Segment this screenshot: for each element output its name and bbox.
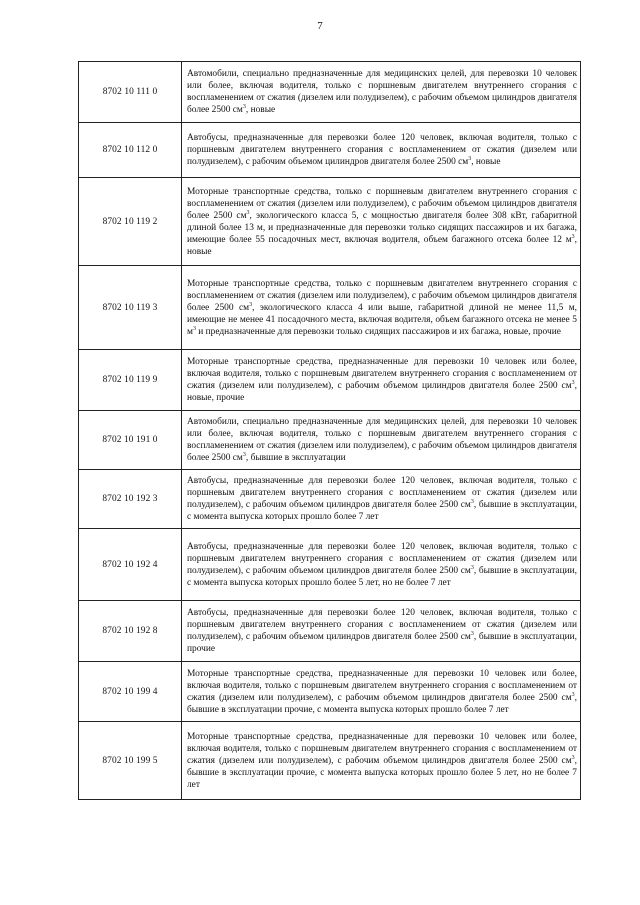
table-row [79,722,581,800]
description-text: Моторные транспортные средства, только с поршневым двигателем внутреннего сгорания с воспламенением от сжатия (дизелем или полудизелем), с рабочим объемом цилиндров двигателя более 2500 см [187,278,577,313]
superscript: 3 [571,691,575,698]
superscript: 3 [470,630,474,637]
superscript: 3 [470,564,474,571]
superscript: 3 [192,325,196,332]
tnved-code: 8702 10 112 0 [79,123,182,178]
description-text: Моторные транспортные средства, предназначенные для перевозки 10 человек или более, включая водителя, только с поршневым двигателем внутреннего сгорания с воспламенением от сжатия (дизелем или полудизелем), с рабочим объемом цилиндров двигателя более 2500 см [187,668,577,703]
table-row [79,266,581,350]
table-row [79,529,581,601]
superscript: 3 [571,379,575,386]
goods-description [182,470,581,529]
description-text: , новые [471,157,501,167]
superscript: 3 [571,233,575,240]
description-text: Автобусы, предназначенные для перевозки более 120 человек, включая водителя, только с поршневым двигателем внутреннего сгорания с воспламенением от сжатия (дизелем или полудизелем), с рабочим объемом цилиндров двигателя более 2500 см [187,608,577,642]
table-row [79,411,581,470]
tnved-code: 8702 10 119 2 [79,178,182,266]
description-text: , новые [245,105,276,115]
tnved-code: 8702 10 192 8 [79,601,182,662]
description-text: Моторные транспортные средства, только с поршневым двигателем внутреннего сгорания с воспламенением от сжатия (дизелем или полудизелем), с рабочим объемом цилиндров двигателя более 2500 см [187,186,577,221]
goods-description [182,123,581,178]
superscript: 3 [242,451,246,458]
description-text: Автомобили, специально предназначенные для медицинских целей, для перевозки 10 человек или более, включая водителя, только с поршневым двигателем внутреннего сгорания с воспламенением от сжатия (дизелем или полудизелем), с рабочим объемом цилиндров двигателя более 2500 см [187,417,577,463]
description-text: Моторные транспортные средства, предназначенные для перевозки 10 человек или более, включая водителя, только с поршневым двигателем внутреннего сгорания с воспламенением от сжатия (дизелем или полудизелем), с рабочим объемом цилиндров двигателя более 2500 см [187,731,577,766]
goods-description [182,266,581,350]
page-number: 7 [317,20,323,32]
description-text: , бывшие в эксплуатации прочие, с момента выпуска которых прошло более 7 лет [187,692,577,715]
superscript: 3 [246,209,250,216]
table-row [79,62,581,123]
tnved-code: 8702 10 192 4 [79,529,182,601]
description-text: , новые, прочие [187,381,577,403]
description-text: , бывшие в эксплуатации, прочие [187,632,577,654]
table-row [79,178,581,266]
description-text: , бывшие в эксплуатации прочие, с момента выпуска которых прошло более 5 лет, но не более 7 лет [187,755,577,790]
superscript: 3 [571,754,575,761]
goods-description [182,601,581,662]
goods-description [182,178,581,266]
tnved-code: 8702 10 191 0 [79,411,182,470]
description-text: Автобусы, предназначенные для перевозки более 120 человек, включая водителя, только с поршневым двигателем внутреннего сгорания с воспламенением от сжатия (дизелем или полудизелем), с рабочим объемом цилиндров двигателя более 2500 см [187,133,577,167]
description-text: , бывшие в эксплуатации, с момента выпуска которых прошло более 5 лет, но не более 7 лет [187,565,577,588]
table-row [79,123,581,178]
goods-description [182,662,581,722]
superscript: 3 [249,301,253,308]
table-row [79,601,581,662]
description-text: , бывшие в эксплуатации [245,453,346,463]
tnved-code: 8702 10 199 4 [79,662,182,722]
description-text: , экологического класса 5, с мощностью двигателя более 308 кВт, габаритной длиной более 13 м, и предназначенные для перевозки только сидящих пассажиров и их багажа, имеющие более 55 посадочных мест, включая водителя, объем багажного отсека более 12 м [187,210,577,245]
tnved-code: 8702 10 119 9 [79,350,182,411]
table-row [79,350,581,411]
description-text: , бывшие в эксплуатации, с момента выпуска которых прошло более 7 лет [187,500,577,522]
table-row [79,662,581,722]
goods-description [182,62,581,123]
description-text: и предназначенные для перевозки только сидящих пассажиров и их багажа, новые, прочие [195,326,561,337]
table-row [79,470,581,529]
tariff-table [78,61,581,800]
superscript: 3 [470,498,474,505]
superscript: 3 [468,155,472,162]
goods-description [182,529,581,601]
superscript: 3 [242,103,246,110]
tnved-code: 8702 10 199 5 [79,722,182,800]
description-text: Автобусы, предназначенные для перевозки более 120 человек, включая водителя, только с поршневым двигателем внутреннего сгорания с воспламенением от сжатия (дизелем или полудизелем), с рабочим объемом цилиндров двигателя более 2500 см [187,541,577,576]
goods-description [182,411,581,470]
goods-description [182,722,581,800]
goods-description [182,350,581,411]
description-text: Автомобили, специально предназначенные для медицинских целей, для перевозки 10 человек или более, включая водителя, только с поршневым двигателем внутреннего сгорания с воспламенением от сжатия (дизелем или полудизелем), с рабочим объемом цилиндров двигателя более 2500 см [187,69,577,115]
description-text: , новые [187,234,577,257]
tnved-code: 8702 10 119 3 [79,266,182,350]
tnved-code: 8702 10 111 0 [79,62,182,123]
tariff-table-body [79,62,581,800]
tnved-code: 8702 10 192 3 [79,470,182,529]
description-text: Автобусы, предназначенные для перевозки более 120 человек, включая водителя, только с поршневым двигателем внутреннего сгорания с воспламенением от сжатия (дизелем или полудизелем), с рабочим объемом цилиндров двигателя более 2500 см [187,476,577,510]
description-text: , экологического класса 4 или выше, габаритной длиной не менее 11,5 м, имеющие не менее 41 посадочного места, включая водителя, объем багажного отсека не менее 5 м [187,302,577,337]
description-text: Моторные транспортные средства, предназначенные для перевозки 10 человек или более, включая водителя, только с поршневым двигателем внутреннего сгорания с воспламенением от сжатия (дизелем или полудизелем), с рабочим объемом цилиндров двигателя более 2500 см [187,357,577,391]
